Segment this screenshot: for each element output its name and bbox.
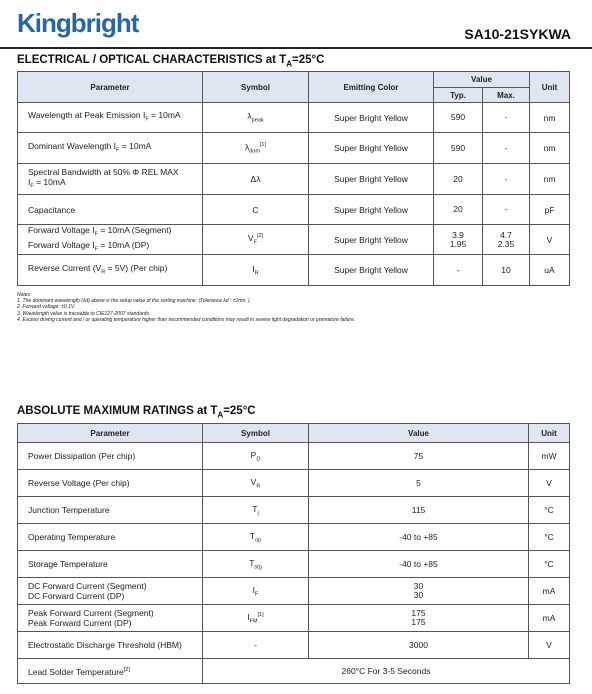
symbol-subscript: peak bbox=[251, 117, 264, 124]
typ-cell bbox=[434, 195, 483, 225]
parameter-tail: = 10mA bbox=[33, 176, 66, 187]
value-text: 30 bbox=[413, 581, 424, 591]
symbol-cell bbox=[203, 497, 309, 524]
absolute-ratings-table bbox=[17, 423, 570, 684]
table-row bbox=[18, 164, 570, 195]
symbol-cell bbox=[203, 632, 309, 659]
typ-cell bbox=[434, 133, 483, 164]
symbol-cell bbox=[203, 551, 309, 578]
unit-cell: mA bbox=[529, 578, 570, 605]
value-text: 3000 bbox=[409, 639, 428, 650]
parameter-text: I bbox=[28, 176, 31, 187]
max-cell bbox=[483, 103, 530, 133]
symbol-text: I bbox=[252, 584, 255, 595]
table-row bbox=[18, 497, 570, 524]
symbol-text: T bbox=[249, 530, 256, 541]
unit-cell: V bbox=[529, 632, 570, 659]
parameter-line bbox=[28, 240, 198, 255]
header-max: Max. bbox=[483, 88, 530, 103]
parameter-cell bbox=[18, 659, 203, 684]
max-value: - bbox=[504, 204, 508, 214]
max-cell bbox=[483, 195, 530, 225]
parameter-cell bbox=[18, 133, 203, 164]
typ-cell bbox=[434, 164, 483, 195]
value-cell bbox=[309, 578, 529, 605]
symbol-subscript: stg bbox=[254, 564, 262, 571]
parameter-cell bbox=[18, 632, 203, 659]
parameter-cell bbox=[18, 225, 203, 255]
parameter-subscript: F bbox=[116, 147, 120, 154]
parameter-line bbox=[28, 665, 198, 677]
typ-value: 3.9 bbox=[452, 229, 464, 240]
symbol-subscript: R bbox=[254, 270, 259, 277]
symbol-cell bbox=[203, 524, 309, 551]
header-symbol: Symbol bbox=[203, 424, 309, 443]
parameter-line bbox=[28, 205, 198, 215]
unit-cell: °C bbox=[529, 497, 570, 524]
note-line: 3. Wavelength value is traceable to CIE127-2007 standards. bbox=[17, 310, 151, 317]
symbol-text: λ bbox=[244, 141, 250, 152]
parameter-subscript: F bbox=[145, 116, 149, 123]
unit-cell: uA bbox=[530, 255, 570, 286]
parameter-text: Lead Solder Temperature bbox=[28, 666, 124, 677]
emitting-color-cell: Super Bright Yellow bbox=[309, 195, 434, 225]
symbol-cell bbox=[203, 470, 309, 497]
parameter-line bbox=[28, 110, 198, 125]
max-value: 2.35 bbox=[497, 238, 515, 249]
emitting-color-cell: Super Bright Yellow bbox=[309, 103, 434, 133]
table-row bbox=[18, 659, 570, 684]
typ-cell bbox=[434, 225, 483, 255]
parameter-cell bbox=[18, 551, 203, 578]
symbol-cell bbox=[203, 255, 309, 286]
parameter-cell bbox=[18, 255, 203, 286]
table-row bbox=[18, 133, 570, 164]
parameter-cell bbox=[18, 578, 203, 605]
symbol-cell bbox=[203, 578, 309, 605]
symbol-text: - bbox=[254, 640, 257, 650]
parameter-subscript: F bbox=[94, 246, 98, 253]
parameter-text: Forward Voltage I bbox=[28, 239, 95, 250]
page-header bbox=[0, 0, 592, 48]
parameter-line bbox=[28, 640, 198, 650]
parameter-tail: = 5V) (Per chip) bbox=[105, 263, 168, 274]
symbol-text: C bbox=[252, 204, 259, 215]
value-cell bbox=[309, 443, 529, 470]
parameter-line bbox=[28, 263, 198, 278]
symbol-text: I bbox=[247, 611, 250, 622]
table-row bbox=[18, 524, 570, 551]
electrical-characteristics-table bbox=[17, 71, 570, 286]
symbol-text: P bbox=[250, 449, 257, 460]
parameter-tail: = 10mA (Segment) bbox=[98, 225, 172, 235]
parameter-text: Junction Temperature bbox=[28, 505, 110, 515]
typ-value: 590 bbox=[450, 142, 466, 153]
typ-cell bbox=[434, 255, 483, 286]
parameter-cell bbox=[18, 524, 203, 551]
parameter-text: Capacitance bbox=[28, 204, 76, 215]
value-cell bbox=[309, 632, 529, 659]
value-text: 115 bbox=[411, 504, 426, 515]
value-cell: 260°C For 3-5 Seconds bbox=[203, 659, 570, 684]
table-row bbox=[18, 103, 570, 133]
parameter-text: Peak Forward Current (Segment) bbox=[28, 608, 154, 618]
symbol-subscript: F bbox=[253, 240, 257, 247]
symbol-subscript: op bbox=[255, 537, 262, 544]
symbol-superscript: [1] bbox=[259, 141, 267, 148]
parameter-line bbox=[28, 451, 198, 461]
value-text: 175 bbox=[411, 617, 426, 627]
parameter-cell bbox=[18, 103, 203, 133]
parameter-line: Peak Forward Current (DP) bbox=[28, 618, 132, 628]
symbol-text: V bbox=[247, 233, 254, 244]
value-cell bbox=[309, 605, 529, 632]
symbol-cell bbox=[203, 103, 309, 133]
max-value: - bbox=[504, 173, 508, 184]
parameter-line bbox=[28, 559, 198, 569]
header-parameter: Parameter bbox=[18, 424, 203, 443]
symbol-superscript: [2] bbox=[256, 233, 264, 240]
value-cell bbox=[309, 497, 529, 524]
section-title-electrical: ELECTRICAL / OPTICAL CHARACTERISTICS at $T_A=25^\circ C$ bbox=[17, 54, 325, 69]
parameter-text: Operating Temperature bbox=[28, 532, 116, 542]
parameter-line bbox=[28, 141, 198, 156]
symbol-cell bbox=[203, 443, 309, 470]
max-cell bbox=[483, 133, 530, 164]
symbol-cell bbox=[203, 133, 309, 164]
symbol-subscript: R bbox=[256, 483, 261, 490]
brand-logo: Kingbright bbox=[17, 8, 139, 38]
header-value: Value bbox=[434, 72, 530, 88]
symbol-text: I bbox=[252, 264, 255, 275]
table-row bbox=[18, 255, 570, 286]
unit-cell: nm bbox=[530, 103, 570, 133]
emitting-color-cell: Super Bright Yellow bbox=[309, 225, 434, 255]
symbol-subscript: FM bbox=[249, 618, 258, 625]
unit-cell: nm bbox=[530, 164, 570, 195]
typ-value: 20 bbox=[453, 204, 463, 214]
parameter-line bbox=[28, 167, 198, 177]
section-title-absolute: ABSOLUTE MAXIMUM RATINGS at $T_A=25^\circ C$ bbox=[17, 405, 256, 420]
parameter-cell bbox=[18, 605, 203, 632]
note-line: 1. The dominant wavelength (λd) above is the setup value of the sorting machine. (Tolerance λd : ±1nm. ) bbox=[17, 298, 250, 305]
max-cell bbox=[483, 255, 530, 286]
table-row bbox=[18, 195, 570, 225]
max-value: 4.7 bbox=[500, 229, 512, 240]
parameter-subscript: R bbox=[101, 269, 106, 276]
parameter-text: DC Forward Current (Segment) bbox=[28, 581, 147, 591]
parameter-line bbox=[28, 478, 198, 488]
typ-value: 1.95 bbox=[449, 238, 467, 249]
header-unit: Unit bbox=[530, 72, 570, 103]
value-text: -40 to +85 bbox=[399, 558, 438, 569]
symbol-text: T bbox=[249, 557, 255, 568]
parameter-text: Dominant Wavelength I bbox=[28, 140, 117, 151]
symbol-text: Δλ bbox=[250, 174, 261, 184]
table-row bbox=[18, 578, 570, 605]
header-emitting-color: Emitting Color bbox=[309, 72, 434, 103]
emitting-color-cell: Super Bright Yellow bbox=[309, 133, 434, 164]
table-row bbox=[18, 470, 570, 497]
header-typ: Typ. bbox=[434, 88, 483, 103]
parameter-line bbox=[28, 581, 198, 591]
value-text: 30 bbox=[413, 590, 424, 600]
header-divider bbox=[0, 47, 592, 49]
parameter-text: Reverse Current (V bbox=[28, 263, 102, 274]
value-cell bbox=[309, 470, 529, 497]
parameter-line bbox=[28, 225, 198, 240]
table-row bbox=[18, 443, 570, 470]
value-cell bbox=[309, 524, 529, 551]
parameter-superscript: [2] bbox=[123, 667, 130, 674]
table-row bbox=[18, 632, 570, 659]
note-line: Notes: bbox=[17, 292, 32, 298]
notes-block bbox=[17, 292, 355, 323]
table-row bbox=[18, 225, 570, 255]
max-value: - bbox=[504, 142, 508, 153]
table-row bbox=[18, 551, 570, 578]
max-cell bbox=[483, 164, 530, 195]
unit-cell: °C bbox=[529, 551, 570, 578]
max-cell bbox=[483, 225, 530, 255]
unit-cell: pF bbox=[530, 195, 570, 225]
parameter-cell bbox=[18, 470, 203, 497]
header-unit: Unit bbox=[529, 424, 570, 443]
unit-cell: V bbox=[530, 225, 570, 255]
parameter-text: Power Dissipation (Per chip) bbox=[28, 451, 136, 461]
symbol-cell bbox=[203, 164, 309, 195]
typ-value: - bbox=[456, 264, 460, 275]
unit-cell: mA bbox=[529, 605, 570, 632]
symbol-cell bbox=[203, 195, 309, 225]
typ-value: 20 bbox=[453, 173, 463, 184]
symbol-superscript: [1] bbox=[257, 611, 264, 618]
table-row bbox=[18, 605, 570, 632]
typ-cell bbox=[434, 103, 483, 133]
emitting-color-cell: Super Bright Yellow bbox=[309, 164, 434, 195]
parameter-line bbox=[28, 532, 198, 542]
parameter-text: Reverse Voltage (Per chip) bbox=[28, 478, 130, 488]
parameter-tail: = 10mA bbox=[148, 110, 181, 121]
emitting-color-cell: Super Bright Yellow bbox=[309, 255, 434, 286]
symbol-cell bbox=[203, 225, 309, 255]
parameter-text: Forward Voltage I bbox=[28, 225, 95, 235]
header-symbol: Symbol bbox=[203, 72, 309, 103]
parameter-cell bbox=[18, 195, 203, 225]
unit-cell: V bbox=[529, 470, 570, 497]
value-text: 75 bbox=[413, 450, 424, 461]
symbol-subscript: dom bbox=[249, 148, 260, 155]
value-cell bbox=[309, 551, 529, 578]
parameter-tail: = 10mA bbox=[119, 140, 152, 151]
parameter-cell bbox=[18, 443, 203, 470]
typ-value: 590 bbox=[450, 112, 466, 122]
symbol-subscript: D bbox=[256, 456, 261, 463]
part-number: SA10-21SYKWA bbox=[464, 26, 571, 42]
parameter-line bbox=[28, 177, 198, 192]
parameter-line: DC Forward Current (DP) bbox=[28, 591, 125, 601]
note-line: 2. Forward voltage: ±0.1V. bbox=[17, 304, 76, 311]
max-value: 10 bbox=[501, 264, 511, 275]
parameter-text: Storage Temperature bbox=[28, 559, 108, 569]
header-parameter: Parameter bbox=[18, 72, 203, 103]
symbol-text: λ bbox=[247, 111, 252, 122]
parameter-line bbox=[28, 608, 198, 618]
parameter-text: Spectral Bandwidth at 50% Φ REL MAX bbox=[28, 166, 179, 177]
symbol-text: V bbox=[250, 476, 257, 487]
unit-cell: °C bbox=[529, 524, 570, 551]
value-text: -40 to +85 bbox=[399, 531, 438, 542]
parameter-text: Electrostatic Discharge Threshold (HBM) bbox=[28, 640, 182, 650]
unit-cell: mW bbox=[529, 443, 570, 470]
unit-cell: nm bbox=[530, 133, 570, 164]
parameter-line bbox=[28, 505, 198, 515]
note-line: 4. Excess driving current and / or operating temperature higher than recommended conditions may result in severe light degradation or premature failure. bbox=[17, 316, 356, 323]
parameter-text: Wavelength at Peak Emission I bbox=[28, 110, 146, 121]
parameter-subscript: F bbox=[30, 183, 34, 190]
header-value: Value bbox=[309, 424, 529, 443]
parameter-cell bbox=[18, 497, 203, 524]
parameter-tail: = 10mA (DP) bbox=[98, 239, 150, 250]
value-text: 5 bbox=[416, 477, 421, 488]
parameter-subscript: F bbox=[94, 231, 98, 238]
symbol-subscript: F bbox=[255, 591, 259, 598]
value-text: 175 bbox=[411, 608, 426, 618]
symbol-text: T bbox=[252, 503, 258, 514]
symbol-cell bbox=[203, 605, 309, 632]
symbol-subscript: j bbox=[257, 510, 259, 517]
parameter-cell bbox=[18, 164, 203, 195]
max-value: - bbox=[504, 112, 508, 122]
